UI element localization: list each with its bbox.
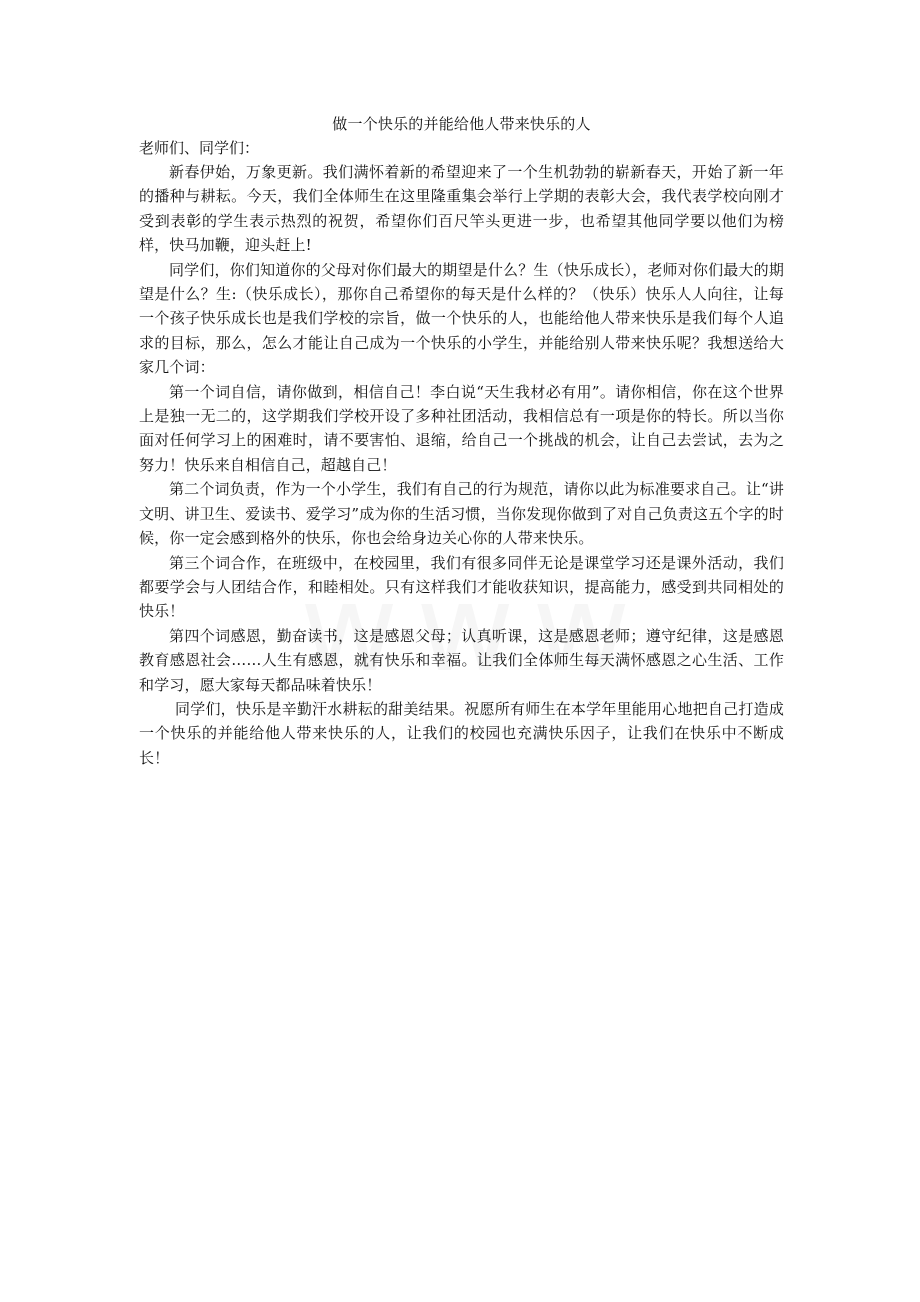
document-body (139, 112, 784, 770)
paragraph-confidence: 第一个词自信，请你做到，相信自己！李白说“天生我材必有用”。请你相信，你在这个世界上是独一无二的，这学期我们学校开设了多种社团活动，我相信总有一项是你的特长。所以当你面对任何学习上的困难时，请不要害怕、退缩，给自己一个挑战的机会，让自己去尝试，去为之努力！快乐来自相信自己，超越自己！ (139, 382, 784, 474)
paragraph-responsibility: 第二个词负责，作为一个小学生，我们有自己的行为规范，请你以此为标准要求自己。让“讲文明、讲卫生、爱读书、爱学习”成为你的生活习惯，当你发现你做到了对自己负责这五个字的时候，你一定会感到格外的快乐，你也会给身边关心你的人带来快乐。 (139, 480, 784, 548)
salutation: 老师们、同学们： (139, 139, 260, 157)
paragraph-closing: 同学们，快乐是辛勤汗水耕耘的甜美结果。祝愿所有师生在本学年里能用心地把自己打造成一个快乐的并能给他人带来快乐的人，让我们的校园也充满快乐因子，让我们在快乐中不断成长！ (139, 699, 784, 767)
paragraph-cooperation: 第三个词合作，在班级中，在校园里，我们有很多同伴无论是课堂学习还是课外活动，我们都要学会与人团结合作，和睦相处。只有这样我们才能收获知识，提高能力，感受到共同相处的快乐！ (139, 553, 784, 621)
paragraph-question: 同学们，你们知道你的父母对你们最大的期望是什么？生（快乐成长），老师对你们最大的期望是什么？生:（快乐成长），那你自己希望你的每天是什么样的？（快乐）快乐人人向往，让每一个孩子快乐成长也是我们学校的宗旨，做一个快乐的人，也能给他人带来快乐是我们每个人追求的目标，那么，怎么才能让自己成为一个快乐的小学生，并能给别人带来快乐呢？我想送给大家几个词： (139, 260, 784, 377)
document-title: 做一个快乐的并能给他人带来快乐的人 (332, 115, 591, 133)
paragraph-gratitude: 第四个词感恩，勤奋读书，这是感恩父母；认真听课，这是感恩老师；遵守纪律，这是感恩教育感恩社会……人生有感恩，就有快乐和幸福。让我们全体师生每天满怀感恩之心生活、工作和学习，愿大家每天都品味着快乐！ (139, 626, 784, 694)
paragraph-opening: 新春伊始，万象更新。我们满怀着新的希望迎来了一个生机勃勃的崭新春天，开始了新一年的播种与耕耘。今天，我们全体师生在这里隆重集会举行上学期的表彰大会，我代表学校向刚才受到表彰的学生表示热烈的祝贺，希望你们百尺竿头更进一步，也希望其他同学要以他们为榜样，快马加鞭，迎头赶上! (139, 163, 784, 255)
